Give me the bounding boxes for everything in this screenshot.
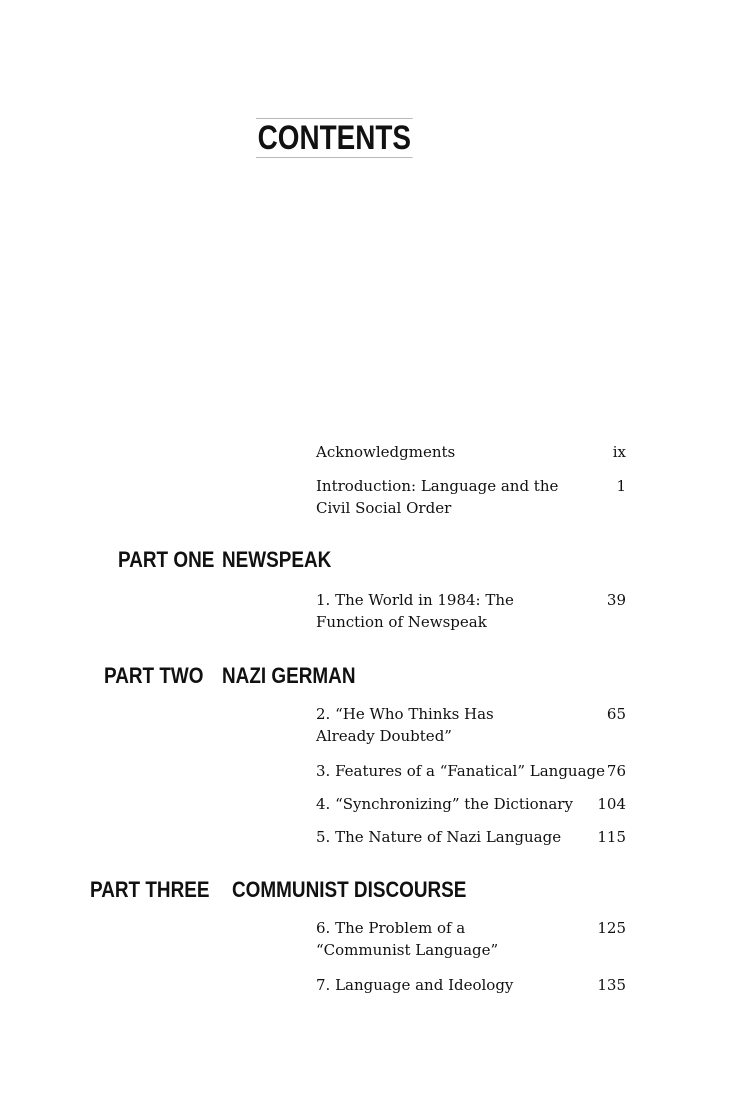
toc-entry-text: 1. The World in 1984: The Function of Newspeak: [316, 591, 514, 631]
toc-page-number: 1: [616, 477, 626, 495]
part-three-label: PART THREE: [90, 877, 210, 902]
toc-entry-text: Acknowledgments: [316, 443, 456, 461]
part-two-label: PART TWO: [104, 663, 204, 688]
part-one-name: NEWSPEAK: [222, 547, 332, 572]
toc-entry-text: 6. The Problem of a “Communist Language”: [316, 919, 499, 959]
toc-page-number: 125: [597, 919, 626, 937]
toc-page-number: 104: [597, 795, 626, 813]
toc-page-number: 115: [597, 828, 626, 846]
toc-page-number: 135: [597, 976, 626, 994]
toc-page-number: ix: [612, 443, 626, 461]
part-three-name: COMMUNIST DISCOURSE: [232, 877, 467, 902]
toc-entry-text: 5. The Nature of Nazi Language: [316, 828, 562, 846]
page-title: CONTENTS: [257, 119, 411, 157]
part-one-label: PART ONE: [118, 547, 215, 572]
toc-page-number: 39: [606, 591, 626, 609]
toc-entry-text: 3. Features of a “Fanatical” Language: [316, 762, 606, 780]
toc-entry-text: 2. “He Who Thinks Has Already Doubted”: [316, 705, 494, 745]
toc-entry-text: 4. “Synchronizing” the Dictionary: [316, 795, 573, 813]
part-two-name: NAZI GERMAN: [222, 663, 356, 688]
toc-page-number: 65: [606, 705, 626, 723]
toc-entry-text: 7. Language and Ideology: [316, 976, 514, 994]
toc-entry-text: Introduction: Language and the Civil Social Order: [316, 477, 559, 517]
toc-page-number: 76: [606, 762, 626, 780]
